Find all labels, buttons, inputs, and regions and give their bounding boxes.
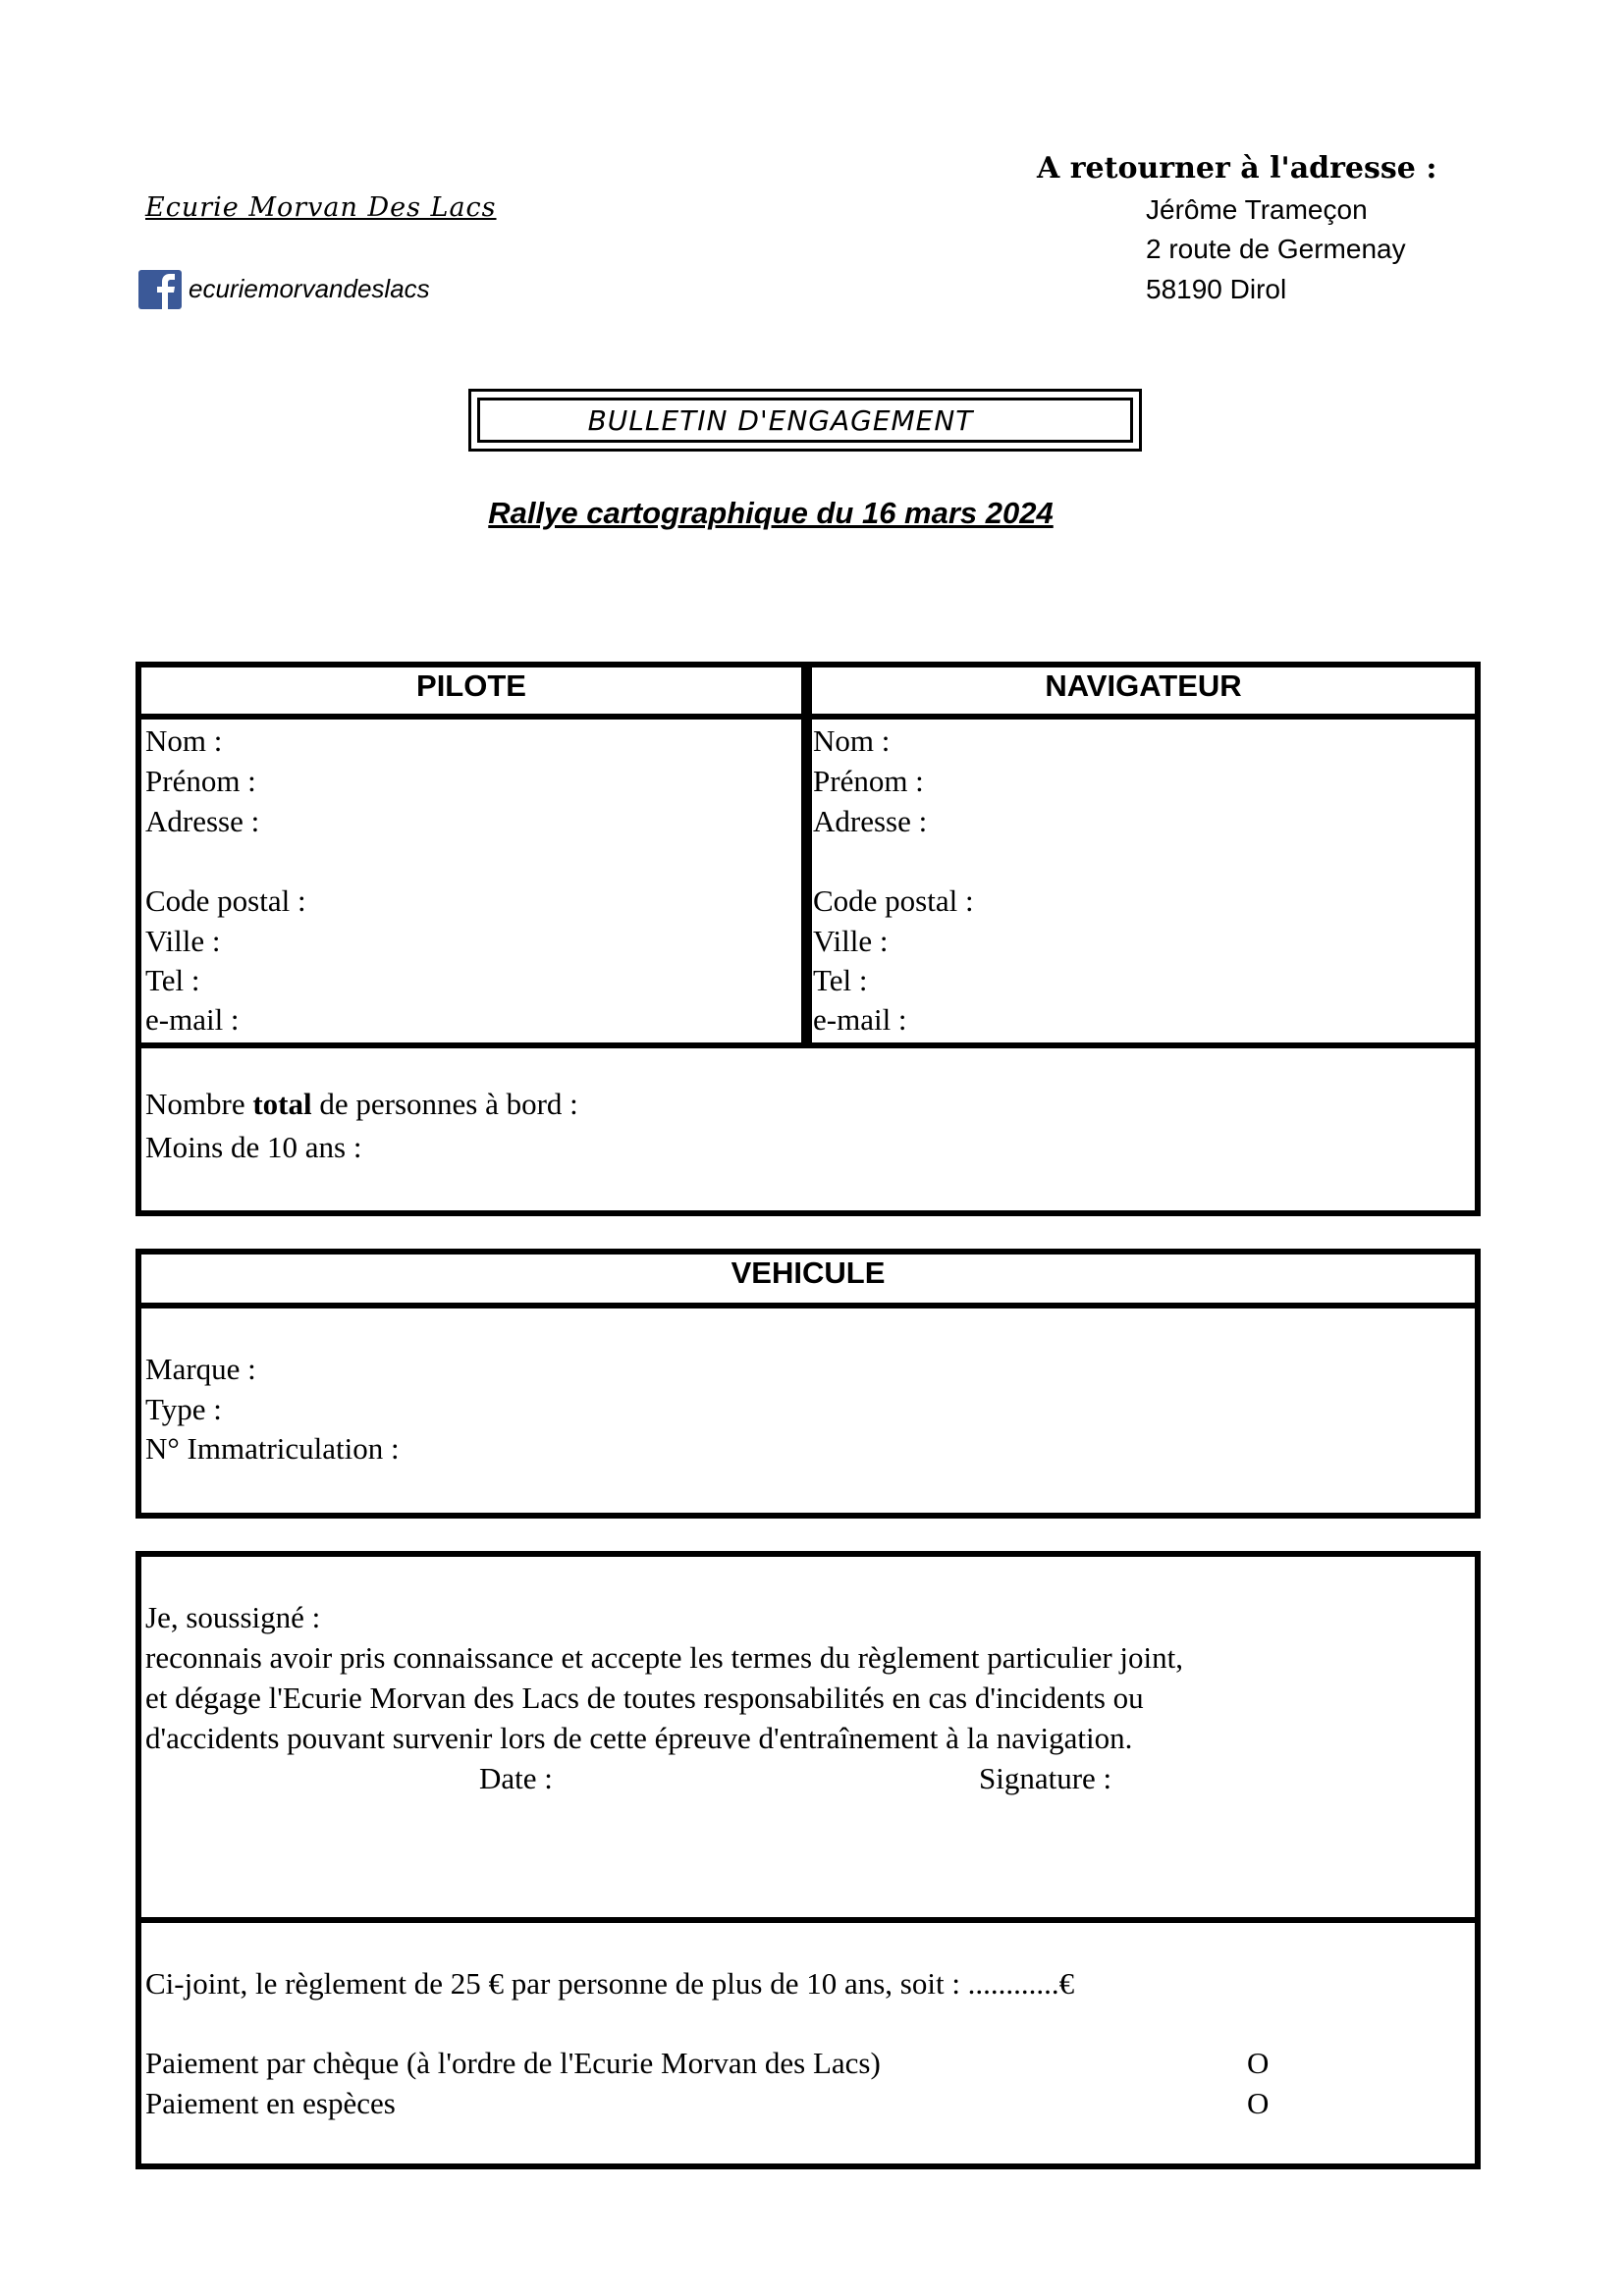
facebook-handle: ecuriemorvandeslacs (189, 274, 430, 303)
declaration-line-1: Je, soussigné : (145, 1600, 321, 1634)
navigateur-nom-label: Nom : (813, 723, 891, 758)
payment-cheque-label: Paiement par chèque (à l'ordre de l'Ecurie Morvan des Lacs) (145, 2046, 881, 2080)
vehicule-type-label: Type : (145, 1392, 222, 1426)
navigateur-tel-label: Tel : (813, 963, 868, 997)
return-address-name: Jérôme Trameçon (1146, 194, 1368, 225)
declaration-payment-divider (135, 1917, 1481, 1923)
payment-cash-label: Paiement en espèces (145, 2086, 396, 2120)
navigateur-ville-label: Ville : (813, 924, 889, 958)
return-address-street: 2 route de Germenay (1146, 234, 1406, 264)
payment-cash-checkbox[interactable]: O (1247, 2086, 1270, 2120)
pilote-tel-label: Tel : (145, 963, 200, 997)
navigateur-email-label: e-mail : (813, 1002, 907, 1037)
payment-cheque-checkbox[interactable]: O (1247, 2046, 1270, 2080)
vehicule-marque-label: Marque : (145, 1352, 256, 1386)
return-address-title: A retourner à l'adresse : (1037, 151, 1437, 186)
navigateur-fields (813, 721, 1461, 1044)
declaration-line-2: reconnais avoir pris connaissance et accepte les termes du règlement particulier joint, (145, 1640, 1184, 1675)
pilote-fields (145, 721, 793, 1044)
navigateur-adresse-label: Adresse : (813, 804, 928, 838)
pilote-nom-label: Nom : (145, 723, 223, 758)
declaration-line-4: d'accidents pouvant survenir lors de cette épreuve d'entraînement à la navigation. (145, 1721, 1133, 1755)
club-name: Ecurie Morvan Des Lacs (145, 192, 497, 223)
navigateur-code-postal-label: Code postal : (813, 883, 974, 918)
date-label: Date : (479, 1761, 553, 1795)
facebook-icon (138, 270, 182, 309)
rally-title: Rallye cartographique du 16 mars 2024 (488, 496, 1054, 530)
pilote-code-postal-label: Code postal : (145, 883, 306, 918)
pilote-email-label: e-mail : (145, 1002, 240, 1037)
declaration-line-3: et dégage l'Ecurie Morvan des Lacs de toutes responsabilités en cas d'incidents ou (145, 1681, 1144, 1715)
total-emphasis: total (252, 1087, 312, 1121)
persons-total-label: Nombre total de personnes à bord : (145, 1087, 578, 1121)
signature-label: Signature : (979, 1761, 1112, 1795)
navigateur-prenom-label: Prénom : (813, 764, 924, 798)
pilote-prenom-label: Prénom : (145, 764, 256, 798)
vehicule-header-divider (135, 1303, 1481, 1308)
bulletin-title-box (468, 389, 1142, 452)
bulletin-title: BULLETIN D'ENGAGEMENT (587, 403, 974, 437)
pilote-header: PILOTE (416, 668, 526, 703)
persons-under-ten-label: Moins de 10 ans : (145, 1130, 362, 1164)
payment-fee-line: Ci-joint, le règlement de 25 € par personne de plus de 10 ans, soit : ............€ (145, 1966, 1075, 2001)
pilote-ville-label: Ville : (145, 924, 221, 958)
vehicule-immatriculation-label: N° Immatriculation : (145, 1431, 400, 1466)
vehicule-header: VEHICULE (731, 1255, 886, 1290)
crew-column-divider (801, 662, 812, 1047)
pilote-adresse-label: Adresse : (145, 804, 260, 838)
navigateur-header: NAVIGATEUR (1045, 668, 1242, 703)
return-address-city: 58190 Dirol (1146, 274, 1287, 304)
